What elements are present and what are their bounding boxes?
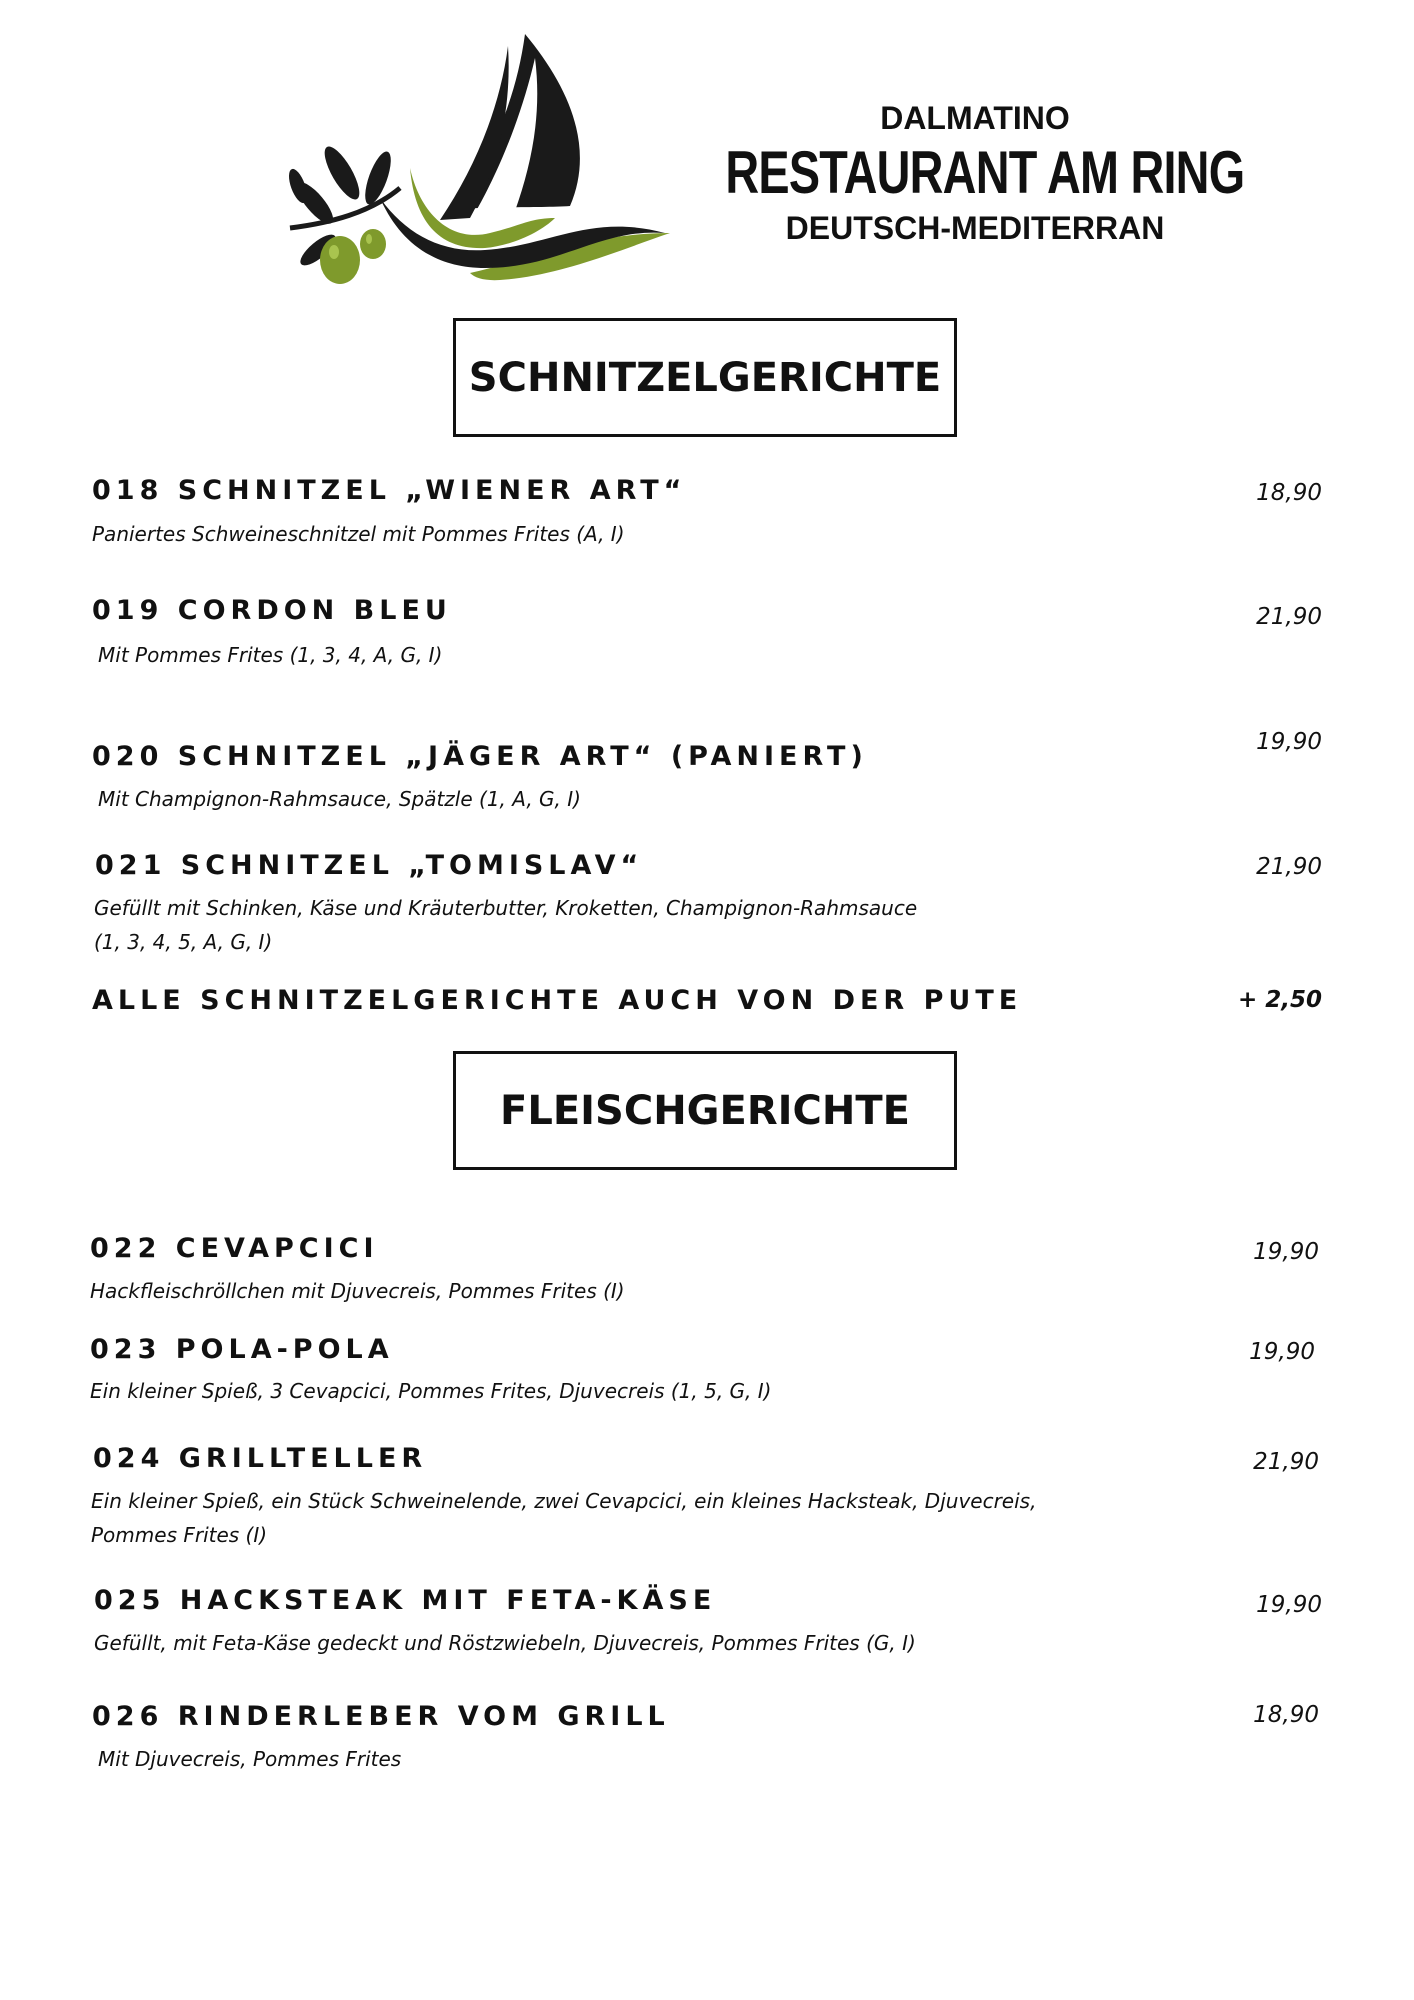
item-description: Mit Pommes Frites (1, 3, 4, A, G, I): [98, 643, 443, 667]
item-price: 21,90: [1256, 604, 1322, 630]
item-title: 018 SCHNITZEL „WIENER ART“: [92, 475, 687, 506]
item-price: 21,90: [1253, 1449, 1319, 1475]
section-title: SCHNITZELGERICHTE: [468, 354, 942, 401]
item-description: Mit Djuvecreis, Pommes Frites: [98, 1747, 402, 1771]
item-price: 18,90: [1253, 1702, 1319, 1728]
item-price: 19,90: [1256, 1592, 1322, 1618]
section-title: FLEISCHGERICHTE: [500, 1087, 910, 1134]
item-title: 022 CEVAPCICI: [90, 1233, 379, 1264]
note-title: ALLE SCHNITZELGERICHTE AUCH VON DER PUTE: [92, 985, 1023, 1016]
restaurant-logo: [270, 28, 1245, 298]
sailboat-olive-logo-icon: [270, 28, 710, 298]
item-price: 21,90: [1256, 854, 1322, 880]
item-title: 020 SCHNITZEL „JÄGER ART“ (PANIERT): [92, 741, 868, 772]
item-description: Ein kleiner Spieß, ein Stück Schweinelende, zwei Cevapcici, ein kleines Hacksteak, Djuvecreis,: [91, 1489, 1037, 1513]
note-price: + 2,50: [1237, 987, 1322, 1013]
item-price: 19,90: [1249, 1339, 1315, 1365]
item-title: 021 SCHNITZEL „TOMISLAV“: [95, 850, 644, 881]
item-description: Pommes Frites (I): [91, 1523, 268, 1547]
item-price: 18,90: [1256, 480, 1322, 506]
section-heading-schnitzel: [453, 318, 957, 437]
item-title: 025 HACKSTEAK MIT FETA-KÄSE: [94, 1585, 717, 1616]
item-description: Gefüllt, mit Feta-Käse gedeckt und Röstzwiebeln, Djuvecreis, Pommes Frites (G, I): [94, 1631, 916, 1655]
item-price: 19,90: [1256, 729, 1322, 755]
item-description: Gefüllt mit Schinken, Käse und Kräuterbutter, Kroketten, Champignon-Rahmsauce: [94, 896, 918, 920]
item-title: 024 GRILLTELLER: [93, 1443, 428, 1474]
section-heading-fleisch: [453, 1051, 957, 1170]
item-description: Mit Champignon-Rahmsauce, Spätzle (1, A, G, I): [98, 787, 581, 811]
item-price: 19,90: [1253, 1239, 1319, 1265]
item-description: Paniertes Schweineschnitzel mit Pommes Frites (A, I): [92, 522, 625, 546]
item-title: 023 POLA-POLA: [90, 1334, 394, 1365]
brand-tagline: DEUTSCH-MEDITERRAN: [785, 210, 1165, 246]
brand-name: RESTAURANT AM RING: [725, 139, 1245, 206]
item-title: 026 RINDERLEBER VOM GRILL: [92, 1701, 670, 1732]
item-title: 019 CORDON BLEU: [92, 595, 452, 626]
item-description: Hackfleischröllchen mit Djuvecreis, Pommes Frites (I): [90, 1279, 625, 1303]
brand-top-text: DALMATINO: [880, 100, 1070, 136]
item-description: (1, 3, 4, 5, A, G, I): [94, 930, 273, 954]
item-description: Ein kleiner Spieß, 3 Cevapcici, Pommes Frites, Djuvecreis (1, 5, G, I): [90, 1379, 772, 1403]
